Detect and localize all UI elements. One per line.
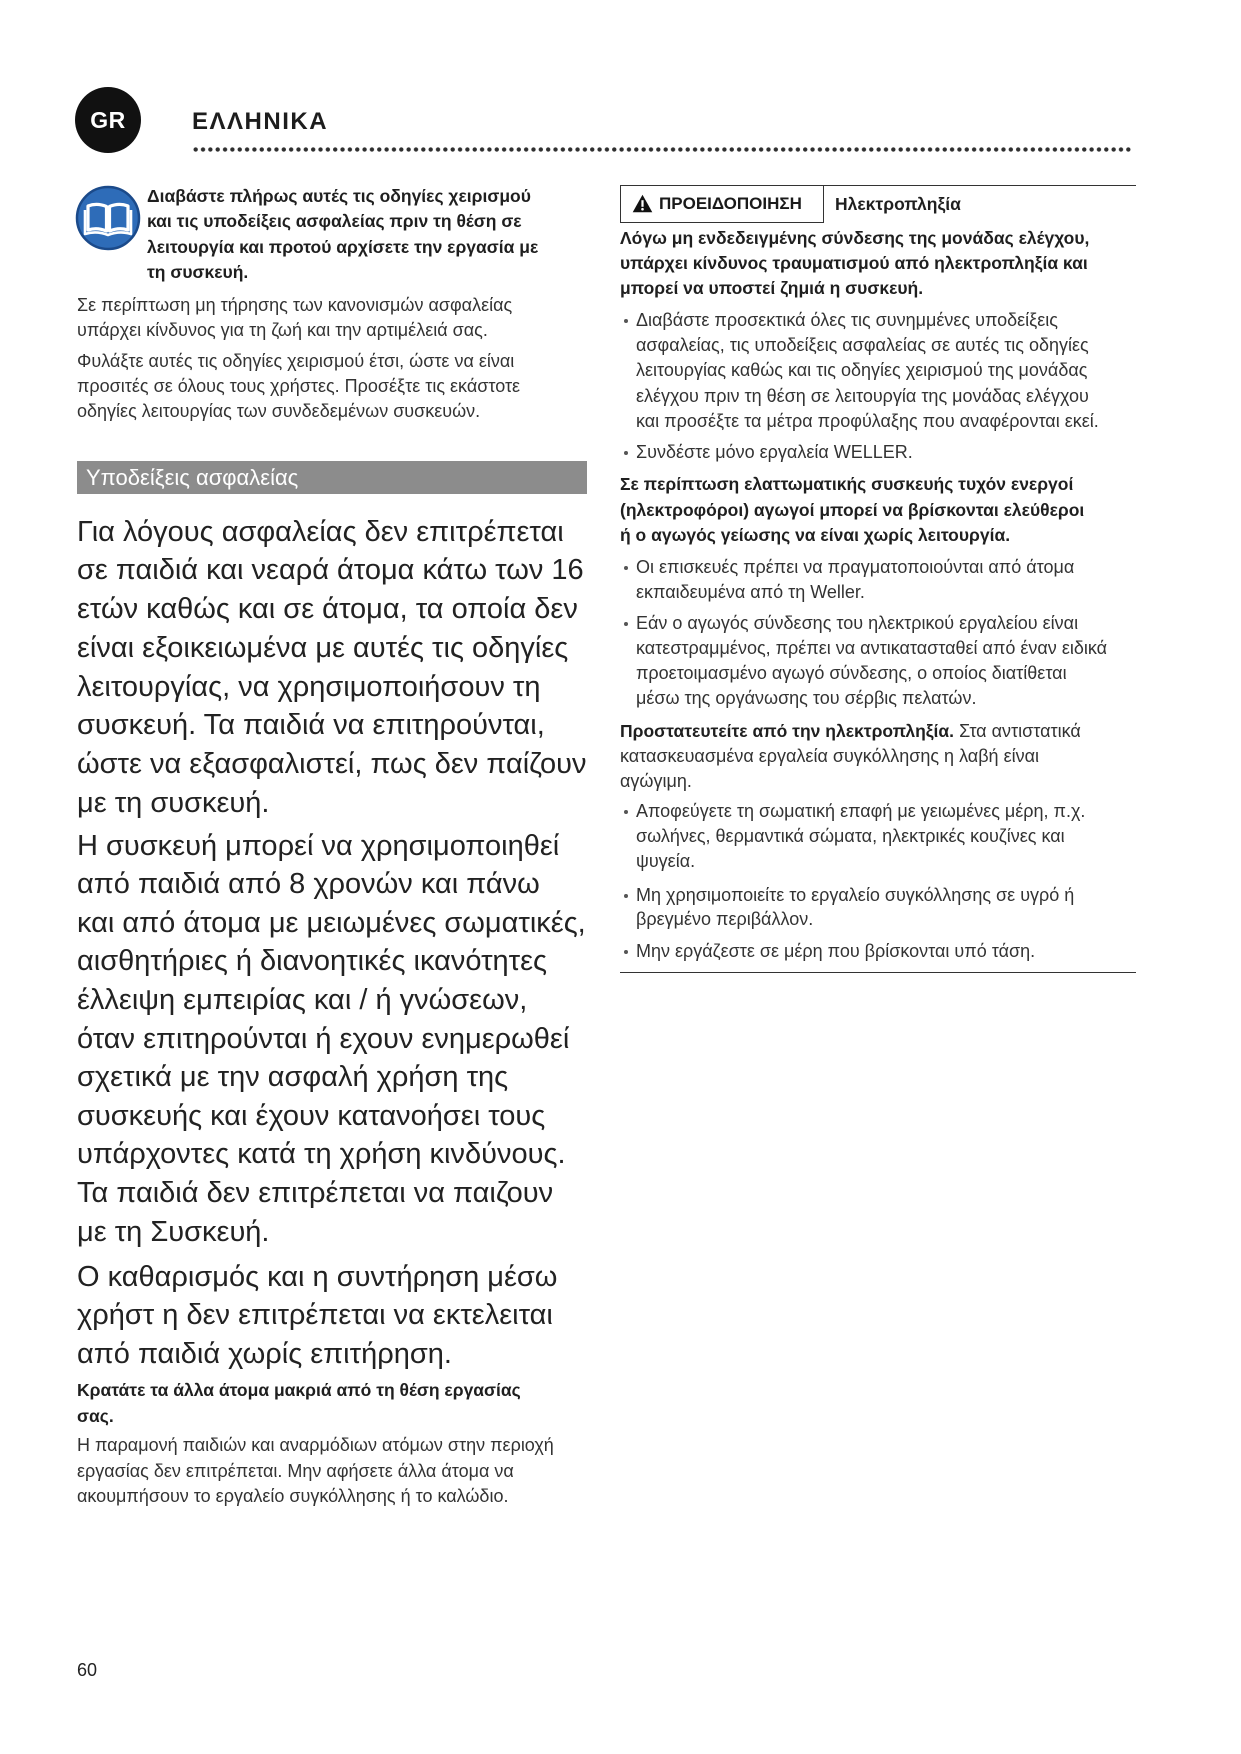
large-text-line: ετών καθώς και σε άτομα, τα οποία δεν xyxy=(77,593,578,626)
warning-lead xyxy=(620,226,1089,302)
paragraph-line: αγώγιμη. xyxy=(620,770,692,791)
bullet-item xyxy=(636,555,1074,605)
bullet-line: Μην εργάζεστε σε μέρη που βρίσκονται υπό τάση. xyxy=(636,940,1036,961)
language-badge xyxy=(75,87,141,153)
language-code: GR xyxy=(90,106,126,133)
large-text-line: χρήστ η δεν επιτρέπεται να εκτελειται xyxy=(77,1299,553,1332)
large-text-line: είναι εξοικειωμένα με αυτές τις οδηγίες xyxy=(77,631,569,664)
large-text-line: ώστε να εξασφαλιστεί, πως δεν παίζουν xyxy=(77,747,587,780)
bullet-item xyxy=(636,799,1085,874)
bullet-line: λειτουργίας καθώς και τις οδηγίες χειρισμού της μονάδας xyxy=(636,360,1088,381)
bold-line: σας. xyxy=(77,1406,114,1426)
language-title: ΕΛΛΗΝΙΚΑ xyxy=(192,108,329,135)
large-text-line: από παιδιά από 8 χρονών και πάνω xyxy=(77,868,540,901)
large-text-line: αισθητήριες ή διανοητικές ικανότητες xyxy=(77,945,548,978)
large-text-line: με τη Συσκευή. xyxy=(77,1215,270,1248)
bullet-item xyxy=(636,939,1035,964)
notice-line: τη συσκευή. xyxy=(147,261,249,282)
keep-instructions-paragraph xyxy=(77,349,520,424)
paragraph-line: εργασίας δεν επιτρέπεται. Μην αφήσετε άλλα άτομα να xyxy=(77,1460,514,1481)
bullet-marker xyxy=(624,622,628,626)
bullet-item xyxy=(636,440,913,465)
children-safety-paragraph xyxy=(77,513,587,823)
bold-line: υπάρχει κίνδυνος τραυματισμού από ηλεκτροπληξία και xyxy=(620,252,1088,273)
notice-line: Διαβάστε πλήρως αυτές τις οδηγίες χειρισμού xyxy=(147,186,531,206)
bullet-line: ελέγχου πριν τη θέση σε λειτουργία της μονάδας ελέγχου xyxy=(636,385,1089,406)
read-manual-book-icon xyxy=(75,185,141,251)
bullet-line: και προσέξτε τα μέτρα προφύλαξης που αναφέρονται εκεί. xyxy=(636,411,1099,432)
notice-line: λειτουργία και προτού αρχίσετε την εργασία με xyxy=(147,236,539,257)
read-instructions-notice xyxy=(147,184,538,285)
section-heading-bar xyxy=(77,461,587,494)
protect-heading: Προστατευτείτε από την ηλεκτροπληξία. xyxy=(620,720,955,741)
defect-warning xyxy=(620,472,1084,549)
large-text-line: λειτουργίας, να χρησιμοποιήσουν τη xyxy=(77,670,541,703)
bullet-item xyxy=(636,883,1074,932)
large-text-line: έλλειψη εμπειρίας και / ή γνώσεων, xyxy=(77,984,528,1017)
bullet-line: βρεγμένο περιβάλλον. xyxy=(636,909,814,929)
bold-line: Κρατάτε τα άλλα άτομα μακριά από τη θέση εργασίας xyxy=(77,1380,521,1400)
large-text-line: Ο καθαρισμός και η συντήρηση μέσω xyxy=(77,1260,558,1293)
paragraph-line: ακουμπήσουν το εργαλείο συγκόλλησης ή το καλώδιο. xyxy=(77,1486,509,1506)
large-text-line: με τη συσκευή. xyxy=(77,786,270,819)
bold-line: Σε περίπτωση ελαττωματικής συσκευής τυχόν ενεργοί xyxy=(620,474,1074,494)
bullet-item xyxy=(636,308,1099,435)
paragraph-line: κατασκευασμένα εργαλεία συγκόλλησης η λαβή είναι xyxy=(620,745,1039,766)
large-text-line: σχετικά με την ασφαλή χρήση της xyxy=(77,1061,509,1094)
warning-label-box xyxy=(620,185,824,223)
bullet-line: σωλήνες, θερμαντικά σώματα, ηλεκτρικές κουζίνες και xyxy=(636,825,1065,846)
bold-line: (ηλεκτροφόροι) αγωγοί μπορεί να βρίσκονται ελεύθεροι xyxy=(620,499,1085,520)
keep-away-heading xyxy=(77,1377,521,1429)
bullet-line: ψυγεία. xyxy=(636,850,696,871)
bullet-marker xyxy=(624,810,628,814)
protect-text: Στα αντιστατικά xyxy=(959,720,1081,741)
warning-bottom-rule xyxy=(620,972,1136,973)
bold-line: ή ο αγωγός γείωσης να είναι χωρίς λειτουργία. xyxy=(620,525,1011,545)
large-text-line: συσκευής και έχουν κατανοήσει τους xyxy=(77,1099,546,1132)
notice-line: και τις υποδείξεις ασφαλείας πριν τη θέση σε xyxy=(147,211,522,232)
paragraph-line: Φυλάξτε αυτές τις οδηγίες χειρισμού έτσι, ώστε να είναι xyxy=(77,350,515,371)
large-text-line: από παιδιά χωρίς επιτήρηση. xyxy=(77,1337,452,1370)
paragraph-line: προσιτές σε όλους τους χρήστες. Προσέξτε τις εκάστοτε xyxy=(77,375,521,396)
paragraph-line: υπάρχει κίνδυνος για τη ζωή και την αρτιμέλειά σας. xyxy=(77,319,488,340)
warning-label: ΠΡΟΕΙΔΟΠΟΙΗΣΗ xyxy=(659,194,802,213)
paragraph-line: Η παραμονή παιδιών και αναρμόδιων ατόμων στην περιοχή xyxy=(77,1435,554,1455)
bullet-line: ασφαλείας, τις υποδείξεις ασφαλείας σε αυτές τις οδηγίες xyxy=(636,334,1089,355)
keep-away-paragraph xyxy=(77,1433,554,1510)
safety-risk-paragraph xyxy=(77,293,512,342)
bullet-marker xyxy=(624,451,628,455)
bullet-marker xyxy=(624,319,628,323)
paragraph-line: Σε περίπτωση μη τήρησης των κανονισμών ασφαλείας xyxy=(77,295,513,315)
bullet-marker xyxy=(624,950,628,954)
bullet-line: μέσω της οργάνωσης του σέρβις πελατών. xyxy=(636,687,977,708)
bullet-line: Οι επισκευές πρέπει να πραγματοποιούνται από άτομα xyxy=(636,556,1075,577)
bullet-line: Αποφεύγετε τη σωματική επαφή με γειωμένες μέρη, π.χ. xyxy=(636,800,1086,821)
paragraph-line xyxy=(620,719,1081,744)
protect-paragraph xyxy=(620,719,1081,794)
bullet-line: Συνδέστε μόνο εργαλεία WELLER. xyxy=(636,441,913,462)
bullet-line: προετοιμασμένο αγωγό σύνδεσης, ο οποίος διατίθεται xyxy=(636,662,1067,683)
bullet-marker xyxy=(624,894,628,898)
bullet-marker xyxy=(624,566,628,570)
bullet-line: Μη χρησιμοποιείτε το εργαλείο συγκόλλησης σε υγρό ή xyxy=(636,884,1075,905)
large-text-line: Για λόγους ασφαλείας δεν επιτρέπεται xyxy=(77,515,564,548)
large-text-line: όταν επιτηρούνται ή εχουν ενημερωθεί xyxy=(77,1022,570,1055)
bullet-line: εκπαιδευμένα από τη Weller. xyxy=(636,581,865,602)
large-text-line: σε παιδιά και νεαρά άτομα κάτω των 16 xyxy=(77,554,584,587)
section-heading: Υποδείξεις ασφαλείας xyxy=(86,465,299,490)
paragraph-line: οδηγίες λειτουργίας των συνδεδεμένων συσκευών. xyxy=(77,400,481,421)
bullet-line: κατεστραμμένος, πρέπει να αντικατασταθεί από έναν ειδικά xyxy=(636,637,1108,658)
bullet-item xyxy=(636,611,1107,711)
large-text-line: και από άτομα με μειωμένες σωματικές, xyxy=(77,906,586,939)
warning-triangle-icon xyxy=(632,194,653,213)
large-text-line: υπάρχοντες κατά τη χρήση κινδύνους. xyxy=(77,1138,566,1171)
bullet-line: Διαβάστε προσεκτικά όλες τις συνημμένες υποδείξεις xyxy=(636,309,1058,330)
large-text-line: Η συσκευή μπορεί να χρησιμοποιηθεί xyxy=(77,829,560,862)
bold-line: Λόγω μη ενδεδειγμένης σύνδεσης της μονάδας ελέγχου, xyxy=(620,227,1090,248)
warning-topic: Ηλεκτροπληξία xyxy=(835,194,961,214)
bold-line: μπορεί να υποστεί ζημιά η συσκευή. xyxy=(620,278,924,299)
cleaning-paragraph xyxy=(77,1258,557,1374)
dotted-divider xyxy=(192,146,1132,153)
page-number: 60 xyxy=(77,1660,98,1680)
supervised-use-paragraph xyxy=(77,827,586,1252)
large-text-line: συσκευή. Τα παιδιά να επιτηρούνται, xyxy=(77,709,545,742)
bullet-line: Εάν ο αγωγός σύνδεσης του ηλεκτρικού εργαλείου είναι xyxy=(636,612,1079,633)
large-text-line: Τα παιδιά δεν επιτρέπεται να παιζουν xyxy=(77,1177,554,1210)
